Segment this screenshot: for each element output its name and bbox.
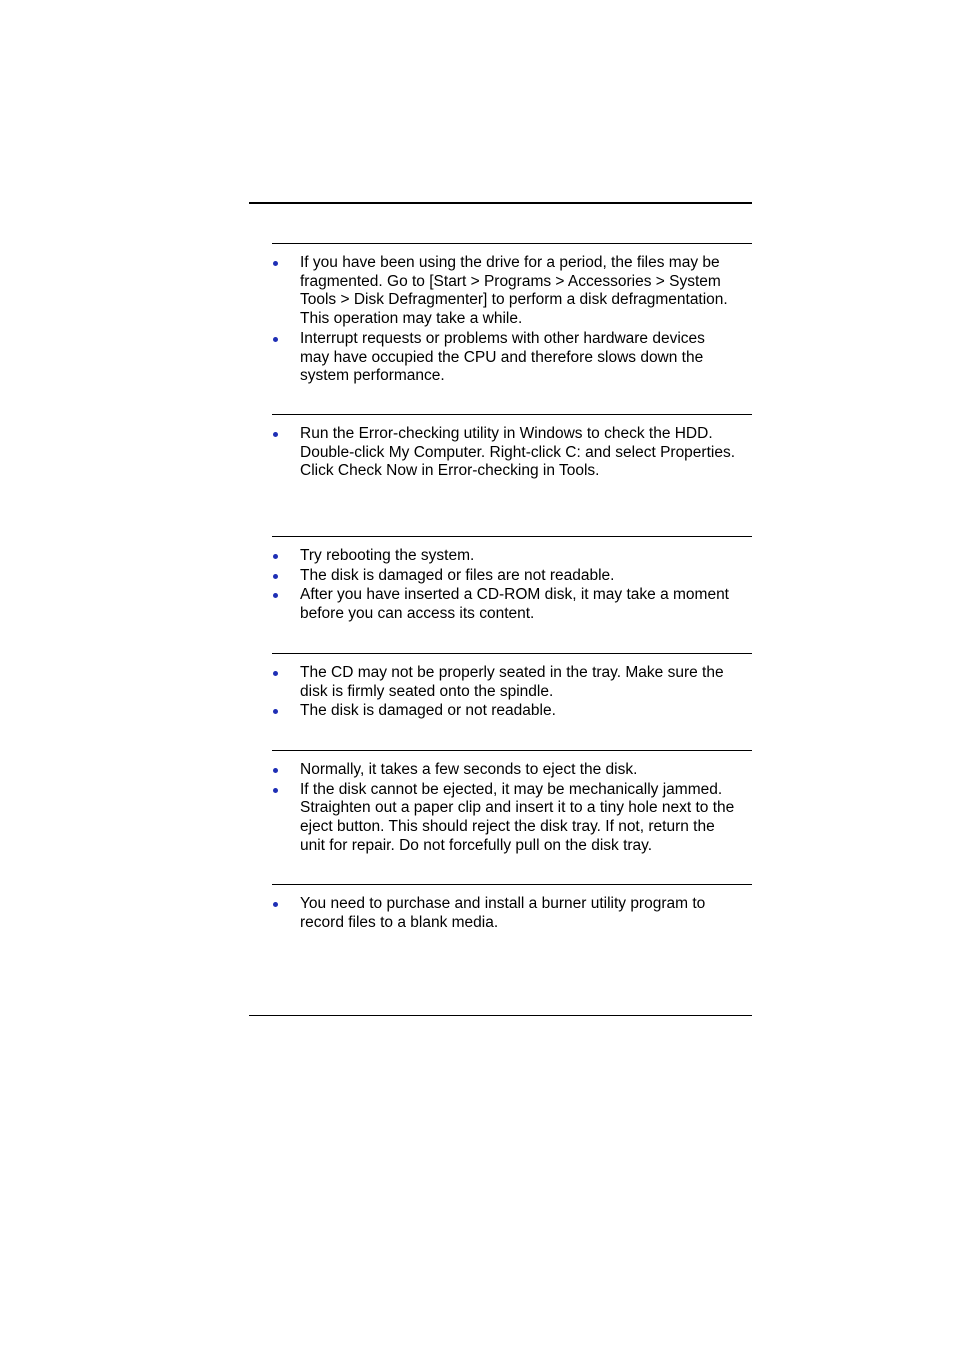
list-item-text: The disk is damaged or not readable. (300, 702, 556, 720)
list-item (272, 761, 752, 780)
list-item (272, 586, 752, 623)
list-item (272, 567, 752, 586)
troubleshoot-section-4 (272, 653, 752, 722)
troubleshoot-section-5 (272, 750, 752, 857)
footer-rule (249, 1015, 752, 1016)
bullet-list (272, 254, 752, 386)
bullet-list (272, 895, 752, 932)
bullet-icon (273, 554, 278, 559)
bullet-icon (273, 788, 278, 793)
bullet-icon (273, 709, 278, 714)
list-item-text: Interrupt requests or problems with other hardware devices may have occupied the CPU and therefore slows down the system performance. (300, 329, 705, 385)
bullet-list (272, 664, 752, 721)
list-item (272, 547, 752, 566)
list-item-text: Run the Error-checking utility in Windows to check the HDD. Double-click My Computer. Right-click C: and select Properties. Click Check Now in Error-checking in Tools. (300, 425, 736, 480)
bullet-icon (273, 671, 278, 676)
bullet-icon (273, 593, 278, 598)
bullet-list (272, 761, 752, 856)
bullet-icon (273, 902, 278, 907)
troubleshoot-section-2 (272, 414, 752, 482)
list-item (272, 895, 752, 932)
bullet-icon (273, 337, 278, 342)
list-item-text: The CD may not be properly seated in the tray. Make sure the disk is firmly seated onto the spindle. (300, 664, 724, 700)
list-item (272, 664, 752, 701)
list-item (272, 330, 752, 386)
list-item (272, 781, 752, 856)
bullet-list (272, 547, 752, 624)
list-item (272, 425, 752, 481)
bullet-icon (273, 574, 278, 579)
list-item (272, 702, 752, 721)
list-item (272, 254, 752, 329)
bullet-icon (273, 432, 278, 437)
bullet-icon (273, 768, 278, 773)
list-item-text: If the disk cannot be ejected, it may be mechanically jammed. Straighten out a paper clip and insert it to a tiny hole next to the eject button. This should reject the disk tray. If not, return the unit for repair. Do not forcefully pull on the disk tray. (300, 780, 735, 854)
troubleshoot-section-3 (272, 536, 752, 625)
list-item-text: After you have inserted a CD-ROM disk, it may take a moment before you can access its content. (300, 586, 729, 623)
list-item-text: You need to purchase and install a burner utility program to record files to a blank media. (300, 895, 706, 931)
header-rule (249, 202, 752, 204)
troubleshoot-section-6 (272, 884, 752, 933)
list-item-text: Normally, it takes a few seconds to eject the disk. (300, 761, 638, 778)
list-item-text: If you have been using the drive for a period, the files may be fragmented. Go to [Start > Programs > Accessories > System Tools > Disk Defragmenter] to perform a disk defragmentation. This operation may take a while. (300, 254, 728, 328)
list-item-text: The disk is damaged or files are not readable. (300, 566, 615, 584)
troubleshoot-section-1 (272, 243, 752, 387)
bullet-list (272, 425, 752, 481)
list-item-text: Try rebooting the system. (300, 547, 475, 564)
bullet-icon (273, 261, 278, 266)
